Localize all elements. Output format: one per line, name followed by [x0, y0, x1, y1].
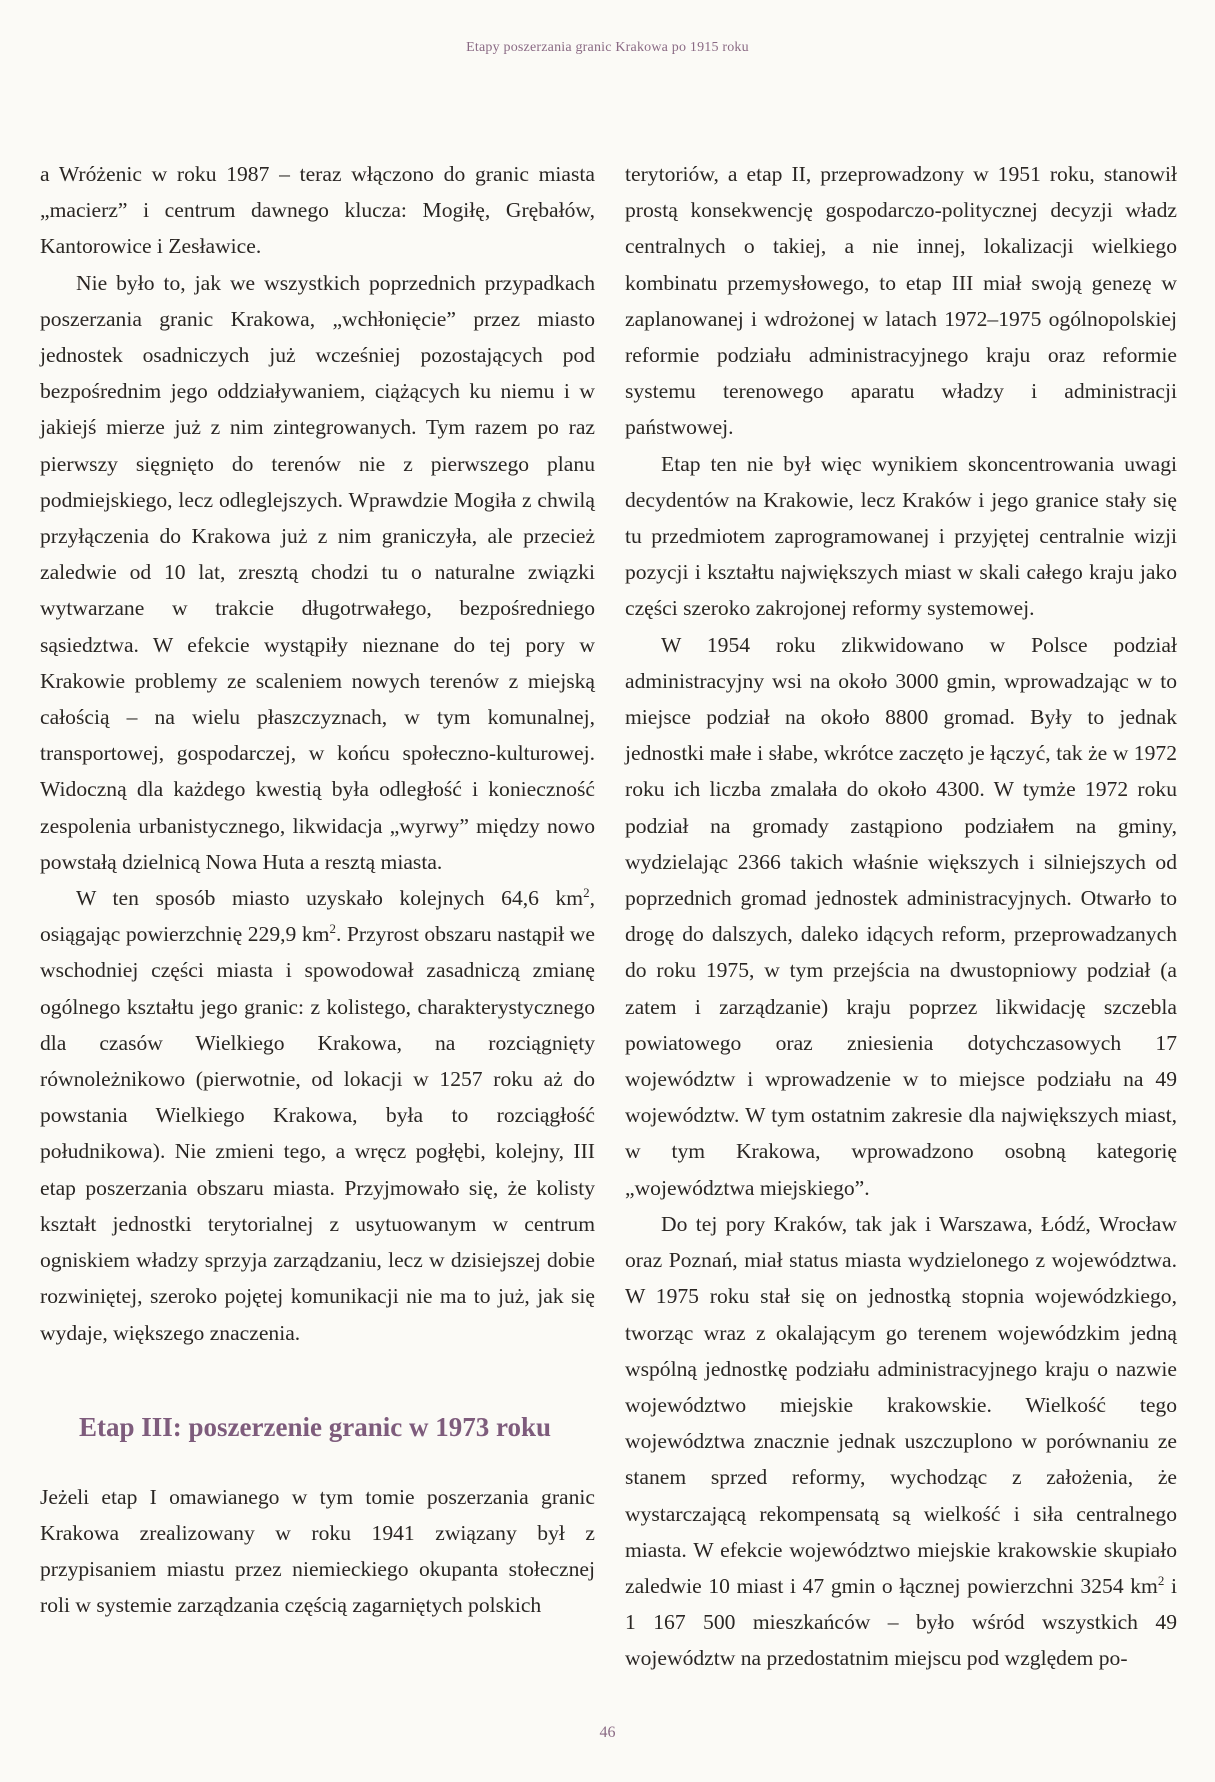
paragraph: [40, 880, 595, 1351]
superscript: 2: [583, 884, 590, 900]
running-header: Etapy poszerzania granic Krakowa po 1915 roku: [466, 40, 749, 55]
page-number: 46: [599, 1724, 616, 1741]
section-heading: Etap III: poszerzenie granic w 1973 roku: [79, 1411, 551, 1442]
paragraph: Nie było to, jak we wszystkich poprzednich przypadkach poszerzania granic Krakowa, „wchłonięcie” przez miasto jednostek osadniczych już wcześniej pozostających pod bezpośrednim jego oddziaływaniem, ciążących ku niemu i w jakiejś mierze już z nim zintegrowanych. Tym razem po raz pierwszy sięgnięto do terenów nie z pierwszego planu podmiejskiego, lecz odleglejszych. Wprawdzie Mogiła z chwilą przyłączenia do Krakowa już z nim graniczyła, ale przecież zaledwie od 10 lat, zresztą chodzi tu o naturalne związki wytwarzane w trakcie długotrwałego, bezpośredniego sąsiedztwa. W efekcie wystąpiły nieznane do tej pory w Krakowie problemy ze scaleniem nowych terenów z miejską całością – na wielu płaszczyznach, w tym komunalnej, transportowej, gospodarczej, w końcu społeczno-kulturowej. Widoczną dla każdego kwestią była odległość i konieczność zespolenia urbanistycznego, likwidacja „wyrwy” między nowo powstałą dzielnicą Nowa Huta a resztą miasta.: [40, 270, 595, 874]
right-column: [625, 156, 1177, 1677]
left-column: [40, 156, 595, 1624]
paragraph: terytoriów, a etap II, przeprowadzony w 1951 roku, stanowił prostą konsekwencję gospodarczo-politycznej decyzji władz centralnych o takiej, a nie innej, lokalizacji wielkiego kombinatu przemysłowego, to etap III miał swoją genezę w zaplanowanej i wdrożonej w latach 1972–1975 ogólnopolskiej reformie podziału administracyjnego kraju oraz reformie systemu terenowego aparatu władzy i administracji państwowej.: [625, 162, 1177, 440]
text-run: Do tej pory Kraków, tak jak i Warszawa, Łódź, Wrocław oraz Poznań, miał status miasta wydzielonego z województwa. W 1975 roku stał się on jednostką stopnia wojewódzkiego, tworząc wraz z okalającym go terenem wojewódzkim jedną wspólną jednostkę podziału administracyjnego kraju o nazwie województwo miejskie krakowskie. Wielkość tego województwa znacznie jednak uszczuplono w porównaniu ze stanem sprzed reformy, wychodząc z założenia, że wystarczającą rekompensatą są wielkość i siła centralnego miasta. W efekcie województwo miejskie krakowskie skupiało zaledwie 10 miast i 47 gmin o łącznej powierzchni 3254 km: [625, 1211, 1177, 1598]
text-run: , osiągając powierzchnię 229,9 km: [40, 886, 595, 947]
paragraph: Etap ten nie był więc wynikiem skoncentrowania uwagi decydentów na Krakowie, lecz Kraków i jego granice stały się tu przedmiotem zaprogramowanej i przyjętej centralnie wizji pozycji i kształtu największych miast w skali całego kraju jako części szeroko zakrojonej reformy systemowej.: [625, 451, 1177, 621]
text-run: i 1 167 500 mieszkańców – było wśród wszystkich 49 województw na przedostatnim miejscu pod względem po-: [625, 1573, 1177, 1671]
paragraph: W 1954 roku zlikwidowano w Polsce podział administracyjny wsi na około 3000 gmin, wprowadzając w to miejsce podział na około 8800 gromad. Były to jednak jednostki małe i słabe, wkrótce zaczęto je łączyć, tak że w 1972 roku ich liczba zmalała do około 4300. W tymże 1972 roku podział na gromady zastąpiono podziałem na gminy, wydzielając 2366 takich właśnie większych i silniejszych od poprzednich gromad jednostek administracyjnych. Otwarło to drogę do dalszych, daleko idących reform, przeprowadzanych do roku 1975, w tym przejścia na dwustopniowy podział (a zatem i zarządzanie) kraju poprzez likwidację szczebla powiatowego oraz zniesienia dotychczasowych 17 województw i wprowadzenie w to miejsce podziału na 49 województw. W tym ostatnim zakresie dla największych miast, w tym Krakowa, wprowadzono osobną kategorię „województwa miejskiego”.: [625, 632, 1177, 1200]
paragraph: [625, 1206, 1177, 1677]
paragraph: Jeżeli etap I omawianego w tym tomie poszerzania granic Krakowa zrealizowany w roku 1941 związany był z przypisaniem miastu przez niemieckiego okupanta stołecznej roli w systemie zarządzania częścią zagarniętych polskich: [40, 1484, 595, 1618]
text-run: . Przyrost obszaru nastąpił we wschodniej części miasta i spowodował zasadniczą zmianę ogólnego kształtu jego granic: z kolistego, charakterystycznego dla czasów Wielkiego Krakowa, na rozciągnięty równoleżnikowo (pierwotnie, od lokacji w 1257 roku aż do powstania Wielkiego Krakowa, była to rozciągłość południkowa). Nie zmieni tego, a wręcz pogłębi, kolejny, III etap poszerzania obszaru miasta. Przyjmowało się, że kolisty kształt jednostki terytorialnej z usytuowanym w centrum ogniskiem władzy sprzyja zarządzaniu, lecz w dzisiejszej dobie rozwiniętej, szeroko pojętej komunikacji nie ma to już, jak się wydaje, większego znaczenia.: [40, 922, 595, 1345]
paragraph: a Wróżenic w roku 1987 – teraz włączono do granic miasta „macierz” i centrum dawnego klucza: Mogiłę, Grębałów, Kantorowice i Zesławice.: [40, 162, 595, 259]
superscript: 2: [329, 921, 336, 937]
text-run: W ten sposób miasto uzyskało kolejnych 64,6 km: [76, 886, 584, 911]
column-divider: [610, 156, 611, 1636]
superscript: 2: [1157, 1572, 1165, 1588]
